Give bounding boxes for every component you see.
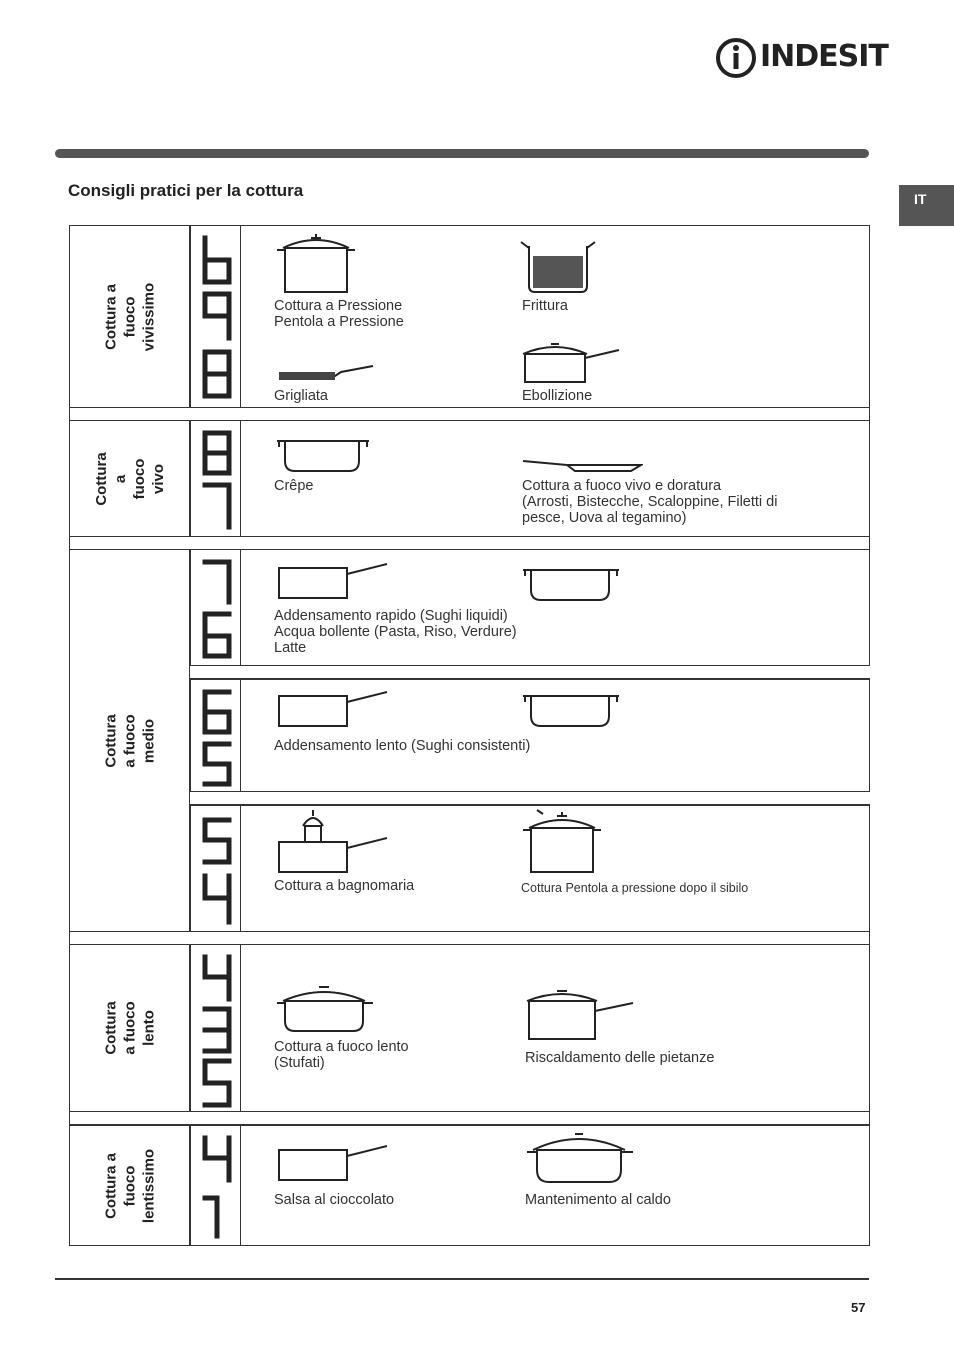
item-text: Crêpe — [274, 478, 314, 494]
pot-icon — [275, 435, 375, 475]
item-text: Cottura Pentola a pressione dopo il sibilo — [521, 881, 749, 895]
footer-rule — [55, 1278, 869, 1280]
item-text: Cottura a bagnomaria — [274, 878, 415, 894]
level-digits-4-5 — [201, 816, 233, 926]
content-cell — [240, 944, 870, 1112]
item-text: Addensamento rapido (Sughi liquidi) Acqua bollente (Pasta, Riso, Verdure) Latte — [274, 608, 517, 656]
level-cell — [190, 805, 241, 932]
saucepan-icon — [275, 560, 389, 602]
sub-row-separator — [190, 791, 870, 805]
category-label: Cottura a fuoco lento — [102, 1001, 157, 1055]
saucepan-icon — [275, 1140, 389, 1184]
grill-pan-icon — [275, 362, 375, 386]
saucepan-icon — [275, 688, 389, 730]
level-cell — [190, 944, 241, 1112]
level-cell — [190, 420, 241, 537]
saucepan-lid-icon — [525, 987, 635, 1043]
casserole-icon — [275, 981, 375, 1035]
item-text: Frittura — [522, 298, 568, 314]
level-digits-8-9-b — [201, 234, 233, 400]
header-rule — [55, 149, 869, 158]
indesit-logo — [716, 36, 888, 80]
content-cell — [240, 420, 870, 537]
bain-marie-icon — [275, 808, 389, 876]
level-cell — [190, 549, 241, 666]
brand-name: INDESIT — [760, 39, 888, 74]
page-title: Consigli pratici per la cottura — [68, 181, 304, 200]
category-label: Cottura a fuoco vivissimo — [102, 282, 157, 351]
row-separator — [69, 536, 870, 550]
content-cell — [240, 549, 870, 666]
level-digits-1-2 — [201, 1134, 233, 1240]
language-code: IT — [914, 191, 927, 207]
item-text: Ebollizione — [522, 388, 593, 404]
row-separator — [69, 1111, 870, 1125]
row-separator — [69, 931, 870, 945]
item-text: Grigliata — [274, 388, 328, 404]
level-cell — [190, 679, 241, 792]
saucepan-lid-icon — [521, 338, 621, 386]
content-cell — [240, 805, 870, 932]
level-cell — [190, 225, 241, 408]
category-cell — [69, 225, 190, 408]
content-cell — [240, 225, 870, 408]
item-text: Salsa al cioccolato — [274, 1192, 395, 1208]
pressure-cooker-icon — [275, 230, 359, 296]
level-digits-6-7 — [201, 558, 233, 660]
page-number: 57 — [851, 1300, 866, 1315]
category-cell — [69, 420, 190, 537]
level-digits-7-8 — [201, 429, 233, 531]
category-label: Cottura a fuoco lentissimo — [102, 1148, 157, 1223]
content-cell — [240, 679, 870, 792]
item-text: Addensamento lento (Sughi consistenti) — [274, 738, 531, 754]
item-text: Cottura a Pressione Pentola a Pressione — [274, 298, 404, 330]
pot-icon — [521, 566, 621, 606]
fryer-basket-icon — [519, 238, 603, 296]
category-label: Cottura a fuoco medio — [102, 713, 157, 768]
item-text: Cottura a fuoco lento (Stufati) — [274, 1039, 409, 1071]
language-tab — [899, 185, 954, 226]
item-text: Cottura a fuoco vivo e doratura (Arrosti, Bistecche, Scaloppine, Filetti di pesce, Uova al tegamino) — [522, 478, 778, 526]
level-cell — [190, 1125, 241, 1246]
pressure-cooker-icon — [521, 806, 605, 876]
sub-row-separator — [190, 665, 870, 679]
pot-icon — [521, 692, 621, 732]
category-label: Cottura a fuoco vivo — [92, 451, 167, 506]
level-digits-5-6 — [201, 688, 233, 788]
category-cell — [69, 549, 190, 932]
level-digits-2-3-4 — [201, 953, 233, 1109]
frying-pan-icon — [521, 457, 643, 475]
item-text: Mantenimento al caldo — [525, 1192, 671, 1208]
row-separator — [69, 407, 870, 421]
casserole-icon — [525, 1128, 635, 1186]
category-cell — [69, 944, 190, 1112]
item-text: Riscaldamento delle pietanze — [525, 1050, 715, 1066]
content-cell — [240, 1125, 870, 1246]
category-cell — [69, 1125, 190, 1246]
logo-mark-icon — [716, 36, 760, 80]
